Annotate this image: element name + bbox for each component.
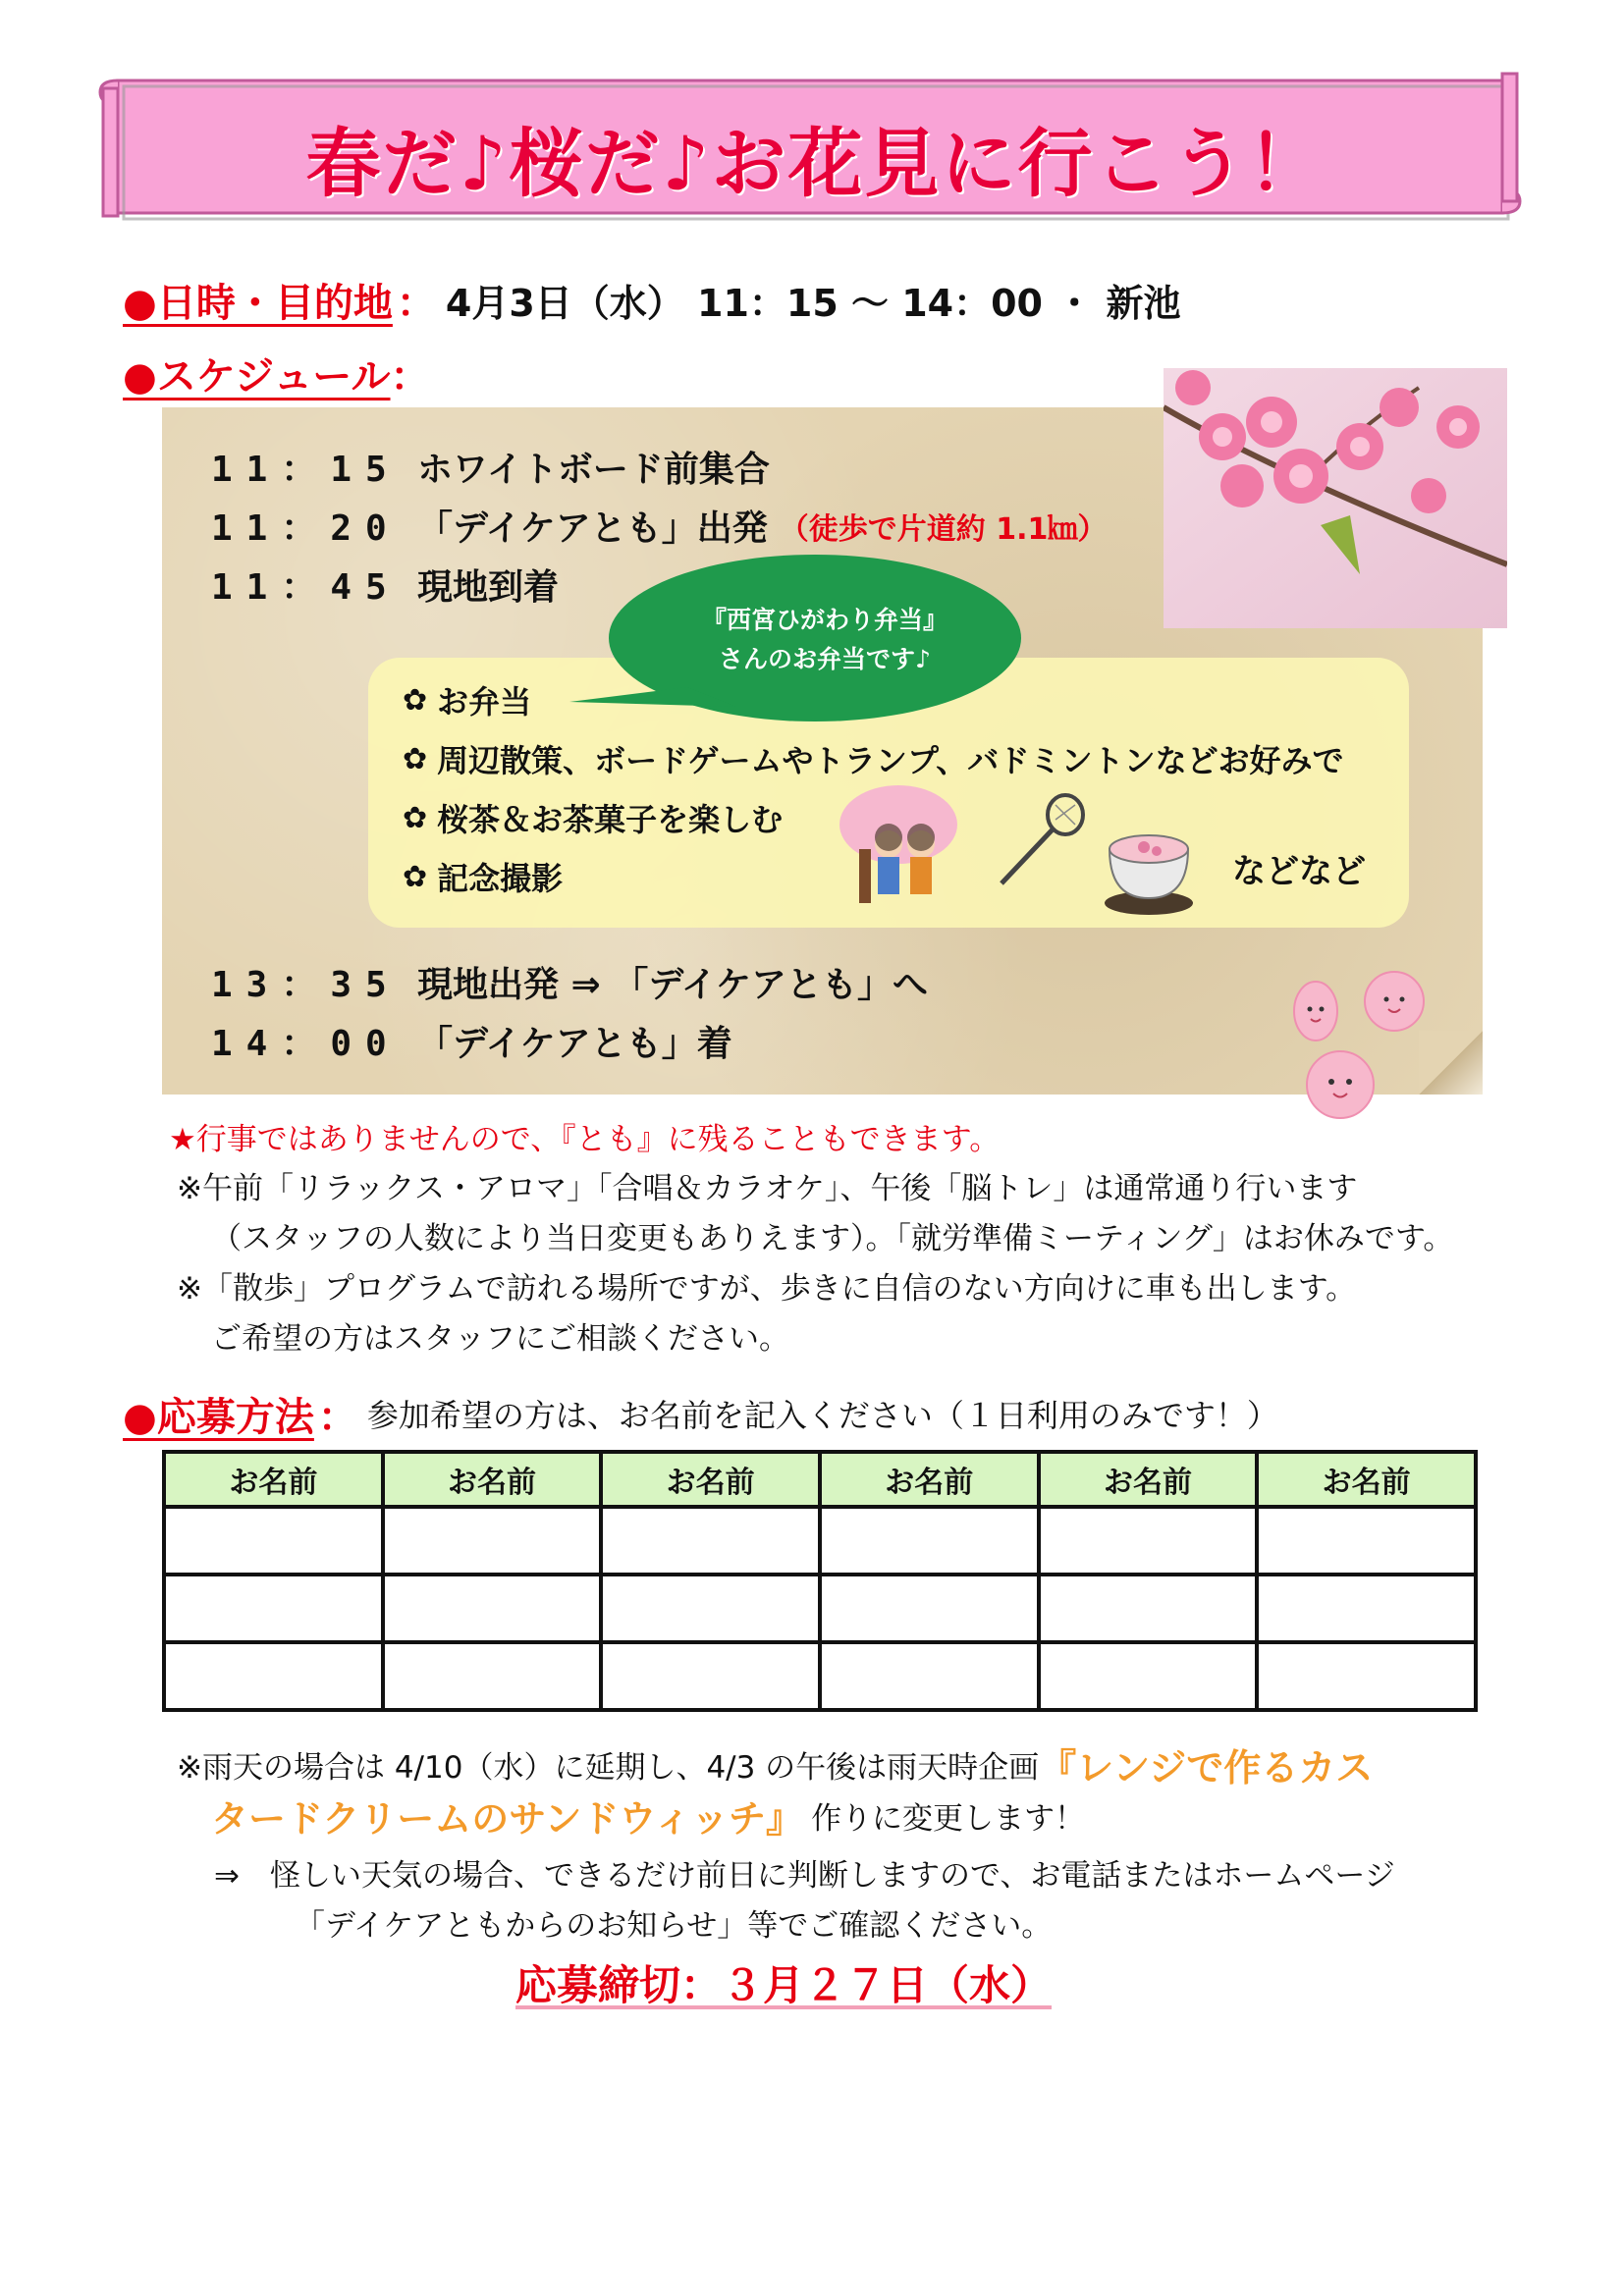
- name-cell[interactable]: [1039, 1507, 1258, 1575]
- name-cell[interactable]: [820, 1575, 1039, 1642]
- weather-note-line: ⇒ 怪しい天気の場合、できるだけ前日に判断しますので、お電話またはホームページ: [214, 1858, 1395, 1894]
- rain-note-suffix: 作りに変更します！: [811, 1801, 1086, 1837]
- activity-item: [403, 736, 1344, 781]
- schedule-text: 現地出発 ⇒ 「デイケアとも」へ: [417, 965, 928, 1005]
- schedule-time: 11：15: [211, 450, 401, 490]
- table-row: [164, 1507, 1476, 1575]
- schedule-heading-row: [123, 344, 430, 402]
- name-cell[interactable]: [1257, 1507, 1476, 1575]
- name-cell[interactable]: [1257, 1642, 1476, 1710]
- application-deadline: 応募締切：３月２７日（水）: [515, 1961, 1053, 2009]
- name-cell[interactable]: [1039, 1575, 1258, 1642]
- name-cell[interactable]: [1039, 1642, 1258, 1710]
- notice-stay-at-tomo: ★行事ではありませんので、『とも』に残ることもできます。: [169, 1122, 1001, 1157]
- flower-icon: ✿: [403, 800, 428, 835]
- schedule-time: 11：45: [211, 567, 401, 608]
- name-column-header: お名前: [1257, 1452, 1476, 1507]
- sakura-tea-cup-icon: [1100, 810, 1198, 918]
- weather-note-line: 「デイケアともからのお知らせ」等でご確認ください。: [295, 1908, 1053, 1944]
- badminton-racket-icon: [992, 790, 1090, 888]
- name-cell[interactable]: [820, 1507, 1039, 1575]
- activity-item: [403, 795, 783, 840]
- name-cell[interactable]: [164, 1507, 383, 1575]
- rain-plan-highlight: タードクリームのサンドウィッチ』: [211, 1797, 804, 1841]
- rain-note-line: [211, 1789, 1085, 1842]
- apply-heading-row: [123, 1384, 1278, 1443]
- note-line: ※「散歩」プログラムで訪れる場所ですが、歩きに自信のない方向けに車も出します。: [177, 1271, 1357, 1307]
- hanami-couple-illustration: [835, 780, 962, 908]
- activity-text: お弁当: [437, 683, 532, 721]
- walking-distance-note: （徒歩で片道約 1.1㎞）: [779, 511, 1108, 547]
- name-column-header: お名前: [383, 1452, 602, 1507]
- note-line: （スタッフの人数により当日変更もありえます）。「就労準備ミーティング」はお休みです。: [211, 1221, 1454, 1256]
- apply-description: 参加希望の方は、お名前を記入ください（１日利用のみです！）: [366, 1397, 1278, 1434]
- bubble-text-line: さんのお弁当です♪: [719, 645, 931, 673]
- schedule-item: [211, 501, 1107, 551]
- schedule-item: [211, 1016, 732, 1066]
- activity-item: [403, 854, 563, 899]
- schedule-text: ホワイトボード前集合: [417, 450, 770, 490]
- bubble-text-line: 『西宮ひがわり弁当』: [701, 606, 947, 634]
- schedule-text: 「デイケアとも」出発: [417, 508, 768, 549]
- date-colon: ：: [396, 280, 436, 326]
- name-cell[interactable]: [601, 1575, 820, 1642]
- activities-etc: などなど: [1232, 852, 1366, 891]
- apply-heading: ●応募方法: [123, 1394, 314, 1440]
- name-cell[interactable]: [383, 1575, 602, 1642]
- schedule-heading: ●スケジュール: [123, 353, 391, 400]
- rain-plan-highlight: 『レンジで作るカス: [1039, 1746, 1374, 1789]
- name-column-header: お名前: [601, 1452, 820, 1507]
- name-cell[interactable]: [164, 1642, 383, 1710]
- schedule-time: 13：35: [211, 965, 401, 1005]
- name-cell[interactable]: [383, 1507, 602, 1575]
- name-column-header: お名前: [164, 1452, 383, 1507]
- page-title: 春だ♪桜だ♪お花見に行こう！: [305, 119, 1325, 207]
- rain-note-line: [177, 1737, 1373, 1791]
- table-row: [164, 1642, 1476, 1710]
- activity-item: [403, 677, 531, 722]
- date-heading: ●日時・目的地: [123, 280, 393, 326]
- sakura-mascots-illustration: [1286, 962, 1463, 1139]
- table-header-row: [164, 1452, 1476, 1507]
- name-entry-table: [162, 1450, 1478, 1712]
- schedule-text: 「デイケアとも」着: [417, 1024, 732, 1064]
- flower-icon: ✿: [403, 682, 428, 718]
- schedule-item: [211, 957, 928, 1007]
- name-cell[interactable]: [1257, 1575, 1476, 1642]
- activity-text: 桜茶＆お茶菓子を楽しむ: [437, 801, 784, 838]
- schedule-item: [211, 442, 770, 492]
- activity-text: 記念撮影: [437, 860, 564, 897]
- rain-note-prefix: ※雨天の場合は 4/10（水）に延期し、4/3 の午後は雨天時企画: [177, 1750, 1040, 1786]
- name-cell[interactable]: [383, 1642, 602, 1710]
- note-line: ご希望の方はスタッフにご相談ください。: [211, 1321, 789, 1357]
- schedule-colon: ：: [390, 353, 430, 400]
- name-cell[interactable]: [820, 1642, 1039, 1710]
- flower-icon: ✿: [403, 859, 428, 894]
- apply-colon: ：: [317, 1394, 357, 1440]
- schedule-time: 11：20: [211, 508, 401, 549]
- schedule-text: 現地到着: [417, 567, 560, 608]
- schedule-item: [211, 560, 559, 610]
- name-cell[interactable]: [601, 1642, 820, 1710]
- activity-text: 周辺散策、ボードゲームやトランプ、バドミントンなどお好みで: [437, 742, 1344, 779]
- name-cell[interactable]: [601, 1507, 820, 1575]
- flower-icon: ✿: [403, 741, 428, 776]
- date-value: 4月3日（水） 11：15 〜 14：00 ・ 新池: [445, 281, 1181, 325]
- cherry-blossom-photo: [1164, 368, 1507, 628]
- table-row: [164, 1575, 1476, 1642]
- name-column-header: お名前: [820, 1452, 1039, 1507]
- schedule-time: 14：00: [211, 1024, 401, 1064]
- name-cell[interactable]: [164, 1575, 383, 1642]
- date-destination-row: [123, 270, 1546, 329]
- note-line: ※午前「リラックス・アロマ」「合唱＆カラオケ」、午後「脳トレ」は通常通り行います: [177, 1171, 1358, 1206]
- name-column-header: お名前: [1039, 1452, 1258, 1507]
